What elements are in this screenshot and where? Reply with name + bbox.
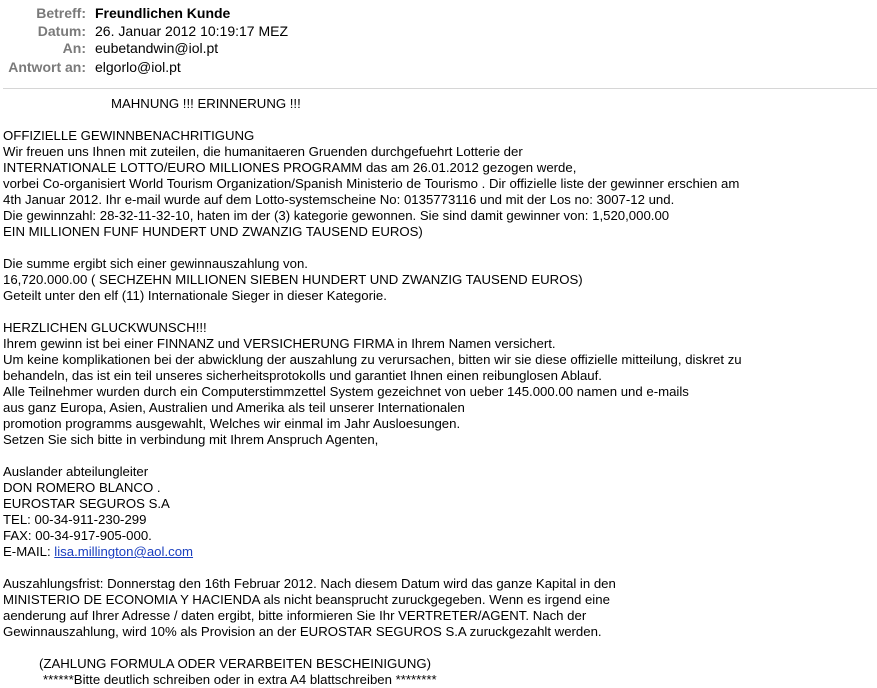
header-divider (3, 88, 877, 89)
body-line: OFFIZIELLE GEWINNBENACHRITIGUNG (3, 128, 255, 143)
date-value: 26. Januar 2012 10:19:17 MEZ (95, 23, 289, 39)
signature-line: TEL: 00-34-911-230-299 (3, 512, 147, 527)
subject-label: Betreff: (36, 5, 86, 21)
top-edge (0, 0, 877, 3)
body-line: Setzen Sie sich bitte in verbindung mit Ihrem Anspruch Agenten, (3, 432, 379, 447)
body-line: ******Bitte deutlich schreiben oder in extra A4 blattschreiben ******** (43, 672, 437, 687)
to-address[interactable]: eubetandwin@iol.pt (95, 40, 219, 56)
body-line: HERZLICHEN GLUCKWUNSCH!!! (3, 320, 207, 335)
body-line: Die summe ergibt sich einer gewinnauszahlung von. (3, 256, 308, 271)
body-line: aenderung auf Ihrer Adresse / daten ergibt, bitte informieren Sie Ihr VERTRETER/AGENT. Nach der (3, 608, 587, 623)
body-line: Gewinnauszahlung, wird 10% als Provision an der EUROSTAR SEGUROS S.A zuruckgezahlt werden. (3, 624, 602, 639)
body-line: behandeln, das ist ein teil unseres sicherheitsprotokolls und garantiet Ihnen einen reibunglosen Ablauf. (3, 368, 602, 383)
body-line: 16,720.000.00 ( SECHZEHN MILLIONEN SIEBEN HUNDERT UND ZWANZIG TAUSEND EUROS) (3, 272, 583, 287)
body-line: vorbei Co-organisiert World Tourism Organization/Spanish Ministerio de Tourismo . Dir offizielle liste der gewinner erschien am (3, 176, 740, 191)
body-line: EIN MILLIONEN FUNF HUNDERT UND ZWANZIG TAUSEND EUROS) (3, 224, 423, 239)
body-line: promotion programms ausgewahlt, Welches wir einmal im Jahr Ausloesungen. (3, 416, 461, 431)
subject-value: Freundlichen Kunde (95, 5, 231, 21)
body-line: Geteilt unter den elf (11) Internationale Sieger in dieser Kategorie. (3, 288, 387, 303)
signature-line: DON ROMERO BLANCO . (3, 480, 161, 495)
body-line: (ZAHLUNG FORMULA ODER VERARBEITEN BESCHEINIGUNG) (39, 656, 432, 671)
body-line: INTERNATIONALE LOTTO/EURO MILLIONES PROGRAMM das am 26.01.2012 gezogen werde, (3, 160, 577, 175)
signature-email-line (3, 544, 193, 560)
reply-to-address[interactable]: elgorlo@iol.pt (95, 59, 181, 75)
body-line: Ihrem gewinn ist bei einer FINNANZ und VERSICHERUNG FIRMA in Ihrem Namen versichert. (3, 336, 556, 351)
date-label: Datum: (37, 23, 86, 39)
signature-line: Auslander abteilungleiter (3, 464, 149, 479)
reply-to-label: Antwort an: (8, 59, 86, 75)
body-line: Auszahlungsfrist: Donnerstag den 16th Februar 2012. Nach diesem Datum wird das ganze Kapital in den (3, 576, 616, 591)
signature-line: FAX: 00-34-917-905-000. (3, 528, 152, 543)
email-label: E-MAIL: (3, 544, 55, 559)
body-line: aus ganz Europa, Asien, Australien und Amerika als teil unserer Internationalen (3, 400, 465, 415)
to-label: An: (62, 40, 86, 56)
body-line: Wir freuen uns Ihnen mit zuteilen, die humanitaeren Gruenden durchgefuehrt Lotterie der (3, 144, 523, 159)
body-title: MAHNUNG !!! ERINNERUNG !!! (111, 96, 301, 111)
body-line: Alle Teilnehmer wurden durch ein Computerstimmzettel System gezeichnet von ueber 145.000.00 namen und e-mails (3, 384, 689, 399)
body-line: Um keine komplikationen bei der abwicklung der auszahlung zu verursachen, bitten wir sie diese offizielle mitteilung, diskret zu (3, 352, 742, 367)
body-line: MINISTERIO DE ECONOMIA Y HACIENDA als nicht beansprucht zuruckgegeben. Wenn es irgend eine (3, 592, 610, 607)
email-link[interactable]: lisa.millington@aol.com (54, 544, 194, 559)
body-line: Die gewinnzahl: 28-32-11-32-10, haten im der (3) kategorie gewonnen. Sie sind damit gewinner von: 1,520,000.00 (3, 208, 670, 223)
signature-line: EUROSTAR SEGUROS S.A (3, 496, 170, 511)
body-line: 4th Januar 2012. Ihr e-mail wurde auf dem Lotto-systemscheine No: 0135773116 und mit der Los no: 3007-12 und. (3, 192, 675, 207)
